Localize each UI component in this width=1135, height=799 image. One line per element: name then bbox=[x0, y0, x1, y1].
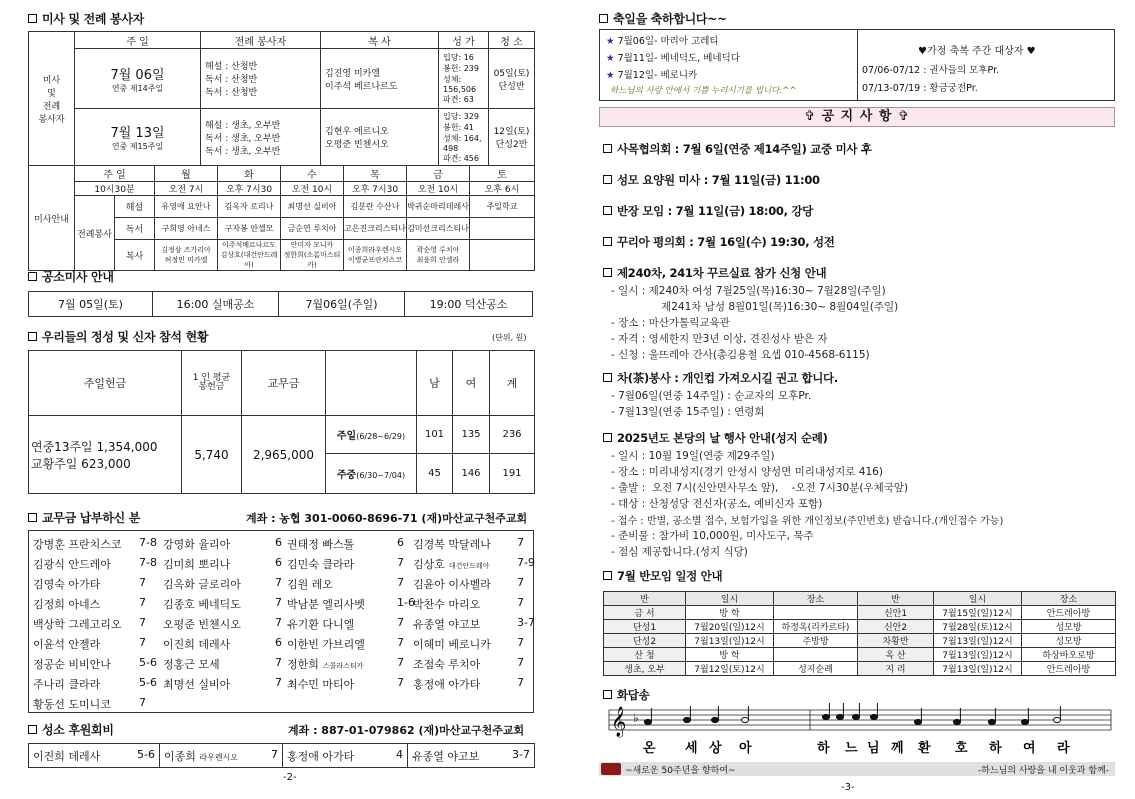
role-cell: 김정삼 즈가리아 허정민 미카엘 bbox=[155, 240, 218, 271]
meeting-cell: 안드레아방 bbox=[1022, 606, 1116, 620]
weekday-total: 191 bbox=[490, 454, 535, 494]
meeting-cell: 7월15일(일)12시 bbox=[934, 606, 1022, 620]
community-cell: 19:00 덕산공소 bbox=[405, 292, 533, 317]
donor-name: 이혜미 베로니카 bbox=[413, 638, 491, 651]
community-cell: 7월 05일(토) bbox=[29, 292, 153, 317]
donor-name: 김원 레오 bbox=[287, 578, 334, 591]
week-label: 미사안내 bbox=[29, 166, 75, 271]
col-header: 복 사 bbox=[321, 32, 439, 49]
role-cell bbox=[470, 218, 535, 240]
lyric-syllable: 아 bbox=[739, 741, 752, 756]
col-header: 교무금 bbox=[242, 351, 326, 416]
server-cell: 김진영 미카엘 이주석 베르나르도 bbox=[321, 49, 439, 109]
donor-name: 유종열 야고보 bbox=[413, 618, 481, 631]
vocation-account: 계좌 : 887-01-079862 (재)마산교구천주교회 bbox=[288, 724, 525, 737]
note-head bbox=[852, 714, 859, 719]
community-mass-title: 공소미사 안내 bbox=[28, 268, 114, 285]
col-header: 남 bbox=[417, 351, 453, 416]
role-cell: 안미자 모니카 정한희(소롬마스티카) bbox=[281, 240, 344, 271]
col-header: 주일헌금 bbox=[29, 351, 182, 416]
col-header: 반 bbox=[858, 592, 934, 606]
col-header: 반 bbox=[604, 592, 686, 606]
notice-item: 반장 모임 : 7월 11일(금) 18:00, 강당 bbox=[603, 203, 813, 219]
congrats-title: 축일을 축하합니다~~ bbox=[599, 10, 727, 27]
community-cell: 16:00 실매공소 bbox=[153, 292, 279, 317]
col-header: 일시 bbox=[686, 592, 774, 606]
col-header: 장소 bbox=[1022, 592, 1116, 606]
donor-row bbox=[29, 653, 533, 674]
server-cell: 김현우 에르니오 오평준 빈첸시오 bbox=[321, 109, 439, 166]
meeting-cell: 산 청 bbox=[604, 648, 686, 662]
meeting-cell bbox=[774, 606, 858, 620]
col-header: 여 bbox=[453, 351, 490, 416]
donor-name: 백상학 그레고리오 bbox=[33, 618, 122, 631]
meeting-cell: 7월13일(일)12시 bbox=[934, 648, 1022, 662]
note-head bbox=[683, 717, 690, 722]
left-page bbox=[0, 0, 556, 799]
star-icon: ★ bbox=[606, 53, 615, 64]
week-mass-table bbox=[28, 165, 535, 271]
meeting-cell: 단성2 bbox=[604, 634, 686, 648]
role-cell: 이주석베르나르도 김상호(대건안드레아) bbox=[218, 240, 281, 271]
role-cell: 구자봉 안셀모 bbox=[218, 218, 281, 240]
role-label: 복사 bbox=[115, 240, 155, 271]
note-head bbox=[870, 714, 877, 719]
treble-clef-icon: 𝄞 bbox=[611, 707, 627, 737]
meetings-table bbox=[603, 591, 1116, 676]
feast-item: ★ 7월11일- 베네딕도, 베네딕다 bbox=[606, 53, 740, 64]
donor-name: 박남분 엘리사벳 bbox=[287, 598, 365, 611]
role-cell: 구희영 아네스 bbox=[155, 218, 218, 240]
meeting-cell: 주방방 bbox=[774, 634, 858, 648]
role-cell: 김분란 수산나 bbox=[344, 196, 407, 218]
pilgrim-line: - 출발 : 오전 7시(신안면사무소 앞), -오전 7시30분(우체국앞) bbox=[611, 482, 909, 494]
donor-months: 7 bbox=[397, 576, 404, 589]
donor-name: 이윤석 안젤라 bbox=[33, 638, 101, 651]
donor-months: 7-8 bbox=[139, 556, 157, 569]
meeting-row bbox=[604, 606, 1116, 620]
meeting-cell: 7월20일(일)12시 bbox=[686, 620, 774, 634]
meeting-row bbox=[604, 634, 1116, 648]
mass-time: 오전 10시 bbox=[281, 182, 344, 196]
donor-months: 7 bbox=[517, 636, 524, 649]
meetings-title: 7월 반모임 일정 안내 bbox=[603, 568, 722, 584]
donor-months: 7-9 bbox=[517, 556, 535, 569]
pilgrim-line: - 준비물 : 참가비 10,000원, 미사도구, 묵주 bbox=[611, 530, 814, 542]
offering-average: 5,740 bbox=[182, 416, 242, 494]
donor-months: 7 bbox=[397, 656, 404, 669]
donor-name: 정홍근 모세 bbox=[163, 658, 220, 671]
role-cell bbox=[470, 240, 535, 271]
donor-name: 최수민 마티아 bbox=[287, 678, 355, 691]
donor-name: 김경복 막달레나 bbox=[413, 538, 491, 551]
donor-months: 3-7 bbox=[517, 616, 535, 629]
sunday-female: 135 bbox=[453, 416, 490, 454]
note-head bbox=[1021, 719, 1028, 724]
day-header: 금 bbox=[407, 166, 470, 182]
note-head bbox=[836, 714, 843, 719]
note-head bbox=[1053, 717, 1060, 722]
donor-months: 5-6 bbox=[139, 676, 157, 689]
donor-row bbox=[29, 613, 533, 634]
vocation-table bbox=[28, 743, 535, 768]
meetings-header-row bbox=[604, 592, 1116, 606]
meeting-cell: 신안1 bbox=[858, 606, 934, 620]
meeting-cell: 성모방 bbox=[1022, 620, 1116, 634]
donor-row bbox=[29, 673, 533, 694]
feast-list bbox=[600, 30, 858, 100]
mass-section-title: 미사 및 전례 봉사자 bbox=[28, 10, 144, 27]
day-header: 토 bbox=[470, 166, 535, 182]
donor-months: 7-8 bbox=[139, 536, 157, 549]
lyric-syllable: 께 bbox=[891, 741, 904, 756]
donor-months: 7 bbox=[397, 676, 404, 689]
donor-row bbox=[29, 593, 533, 614]
role-cell: 박귀순마리데레사 bbox=[407, 196, 470, 218]
tithe-account: 계좌 : 농협 301-0060-8696-71 (재)마산교구천주교회 bbox=[246, 512, 528, 525]
pilgrim-line: - 일시 : 10월 19일(연중 제29주일) bbox=[611, 450, 775, 462]
lyric-syllable: 라 bbox=[1057, 741, 1070, 756]
unit-note: (단위, 원) bbox=[492, 333, 527, 342]
donor-months: 7 bbox=[139, 636, 146, 649]
family-item: 07/06-07/12 : 권사들의 모후Pr. bbox=[862, 65, 1000, 76]
star-icon: ★ bbox=[606, 36, 615, 47]
note-head bbox=[953, 719, 960, 724]
role-cell: 최명선 실비아 bbox=[281, 196, 344, 218]
donor-row bbox=[29, 533, 533, 554]
notice-item: 성모 요양원 미사 : 7월 11일(금) 11:00 bbox=[603, 172, 820, 188]
pilgrim-line: - 접수 : 반별, 공소별 접수, 보험가입을 위한 개인정보(주민번호) 받습니다.(개인접수 가능) bbox=[611, 516, 1004, 527]
cursillo-line: - 자격 : 영세한지 만3년 이상, 견진성사 받은 자 bbox=[611, 333, 828, 345]
pilgrim-line: - 장소 : 미리내성지(경기 안성시 양성면 미리내성지로 416) bbox=[611, 466, 883, 478]
footer-right-text: -하느님의 사랑을 내 이웃과 함께- bbox=[978, 766, 1109, 776]
vocation-title: 성소 후원회비 bbox=[28, 721, 114, 738]
donor-months: 7 bbox=[275, 656, 282, 669]
donor-name: 이한빈 가브리엘 bbox=[287, 638, 365, 651]
role-cell: 곽순영 루치아 최윤희 안셀라 bbox=[407, 240, 470, 271]
day-header: 수 bbox=[281, 166, 344, 182]
donor-months: 7 bbox=[517, 596, 524, 609]
lyric-syllable: 온 bbox=[643, 741, 656, 756]
col-header: 주 일 bbox=[75, 32, 201, 49]
donor-name: 조점숙 루치아 bbox=[413, 658, 481, 671]
donor-name: 김옥화 글로리아 bbox=[163, 578, 241, 591]
clean-cell: 12일(토) 단성2반 bbox=[489, 109, 535, 166]
meeting-row bbox=[604, 648, 1116, 662]
family-item: 07/13-07/19 : 황금궁전Pr. bbox=[862, 83, 978, 94]
meeting-cell: 성지순례 bbox=[774, 662, 858, 676]
feast-item: ★ 7월06일- 마리아 고레티 bbox=[606, 36, 719, 47]
family-title: ♥가정 축복 주간 대상자 ♥ bbox=[918, 46, 1036, 57]
offering-table bbox=[28, 350, 535, 494]
mass-date-cell: 7월 13일 연중 제15주일 bbox=[75, 109, 201, 166]
pilgrim-line: - 점심 제공합니다.(성지 식당) bbox=[611, 546, 748, 558]
lyric-syllable: 느 bbox=[845, 741, 858, 756]
feast-item: ★ 7월12일- 베로니카 bbox=[606, 70, 698, 81]
footer-left-text: ~새로운 50주년을 향하여~ bbox=[625, 766, 736, 776]
donor-name: 홍정애 아가타 bbox=[413, 678, 481, 691]
donor-name: 정한희 스콜라스티카 bbox=[287, 658, 364, 671]
hymn-cell: 입당: 329 봉헌: 41 성체: 164, 498 파견: 456 bbox=[439, 109, 489, 166]
role-cell: 금순연 루치아 bbox=[281, 218, 344, 240]
donor-name: 김미희 뽀리나 bbox=[163, 558, 231, 571]
col-header: 장소 bbox=[774, 592, 858, 606]
donor-months: 7 bbox=[397, 636, 404, 649]
offering-amounts: 연중13주일 1,354,000 교황주일 623,000 bbox=[29, 416, 182, 494]
donor-months: 7 bbox=[139, 596, 146, 609]
donor-name: 정공순 비비안나 bbox=[33, 658, 111, 671]
meeting-cell: 7월12일(토)12시 bbox=[686, 662, 774, 676]
right-page bbox=[575, 0, 1135, 799]
donor-row bbox=[29, 693, 533, 714]
donor-months: 7 bbox=[139, 616, 146, 629]
community-mass-table bbox=[28, 291, 533, 317]
vocation-cell: 이진희 데레사 5-6 bbox=[29, 744, 160, 768]
page-number: -3- bbox=[841, 782, 855, 793]
lyric-syllable: 호 bbox=[955, 741, 968, 756]
flat-icon: ♭ bbox=[633, 711, 639, 725]
page-number: -2- bbox=[283, 772, 297, 783]
day-header: 주 일 bbox=[75, 166, 155, 182]
meeting-cell: 성모방 bbox=[1022, 634, 1116, 648]
col-header: 전례 봉사자 bbox=[201, 32, 321, 49]
donor-name: 권태정 빠스톨 bbox=[287, 538, 355, 551]
vocation-cell: 홍정애 아가타 4 bbox=[283, 744, 408, 768]
hymn-cell: 입당: 16 봉헌: 239 성체: 156,506 파견: 63 bbox=[439, 49, 489, 109]
lyric-syllable: 하 bbox=[989, 741, 1002, 756]
lyric-syllable: 환 bbox=[918, 741, 931, 756]
mass-time: 오후 7시30 bbox=[344, 182, 407, 196]
donor-months: 7 bbox=[517, 676, 524, 689]
donor-name: 이진희 데레사 bbox=[163, 638, 231, 651]
note-head bbox=[711, 717, 718, 722]
star-icon: ★ bbox=[606, 70, 615, 81]
donor-months: 6 bbox=[275, 536, 282, 549]
role-cell: 유영애 요안나 bbox=[155, 196, 218, 218]
vocation-cell: 이종희 라우렌시오 7 bbox=[160, 744, 283, 768]
sunday-label: 주일(6/28~6/29) bbox=[326, 416, 417, 454]
mass-date-cell: 7월 06일 연중 제14주일 bbox=[75, 49, 201, 109]
role-label: 독서 bbox=[115, 218, 155, 240]
donor-name: 주나리 클라라 bbox=[33, 678, 101, 691]
donor-months: 7 bbox=[139, 696, 146, 709]
tithe-donors-title: 교무금 납부하신 분 bbox=[28, 509, 140, 526]
donor-name: 황동선 도미니코 bbox=[33, 698, 111, 711]
tithe-donor-list bbox=[28, 530, 534, 713]
tea-title: 차(茶)봉사 : 개인컵 가져오시길 권고 합니다. bbox=[603, 370, 838, 386]
donor-name: 김민숙 클라라 bbox=[287, 558, 355, 571]
mass-time: 10시30분 bbox=[75, 182, 155, 196]
donor-months: 1-6 bbox=[397, 596, 415, 609]
donor-name: 김상호 대건안드레아 bbox=[413, 558, 490, 571]
day-header: 월 bbox=[155, 166, 218, 182]
sunday-total: 236 bbox=[490, 416, 535, 454]
meeting-cell: 하정옥(리카르타) bbox=[774, 620, 858, 634]
cursillo-line: - 장소 : 마산가톨릭교육관 bbox=[611, 317, 730, 329]
col-header: 계 bbox=[490, 351, 535, 416]
donor-name: 김광식 안드레아 bbox=[33, 558, 111, 571]
donor-row bbox=[29, 553, 533, 574]
footer-bar bbox=[599, 762, 1115, 776]
meeting-cell: 금 서 bbox=[604, 606, 686, 620]
role-cell: 이종희라우렌시오 이병균프란치스코 bbox=[344, 240, 407, 271]
offering-title: 우리들의 정성 및 신자 참석 현황 bbox=[28, 328, 208, 345]
donor-months: 7 bbox=[139, 576, 146, 589]
col-header bbox=[326, 351, 417, 416]
donor-name: 오평준 빈첸시오 bbox=[163, 618, 241, 631]
role-cell: 고은진크리스티나 bbox=[344, 218, 407, 240]
note-head bbox=[644, 719, 651, 724]
cursillo-line: - 일시 : 제240차 여성 7월25일(목)16:30~ 7월28일(주일) bbox=[611, 285, 886, 297]
mass-time: 오후 7시30 bbox=[218, 182, 281, 196]
meeting-cell: 7월13일(일)12시 bbox=[934, 634, 1022, 648]
note-head bbox=[741, 717, 748, 722]
tea-line: - 7월06일(연중 14주일) : 순교자의 모후Pr. bbox=[611, 390, 812, 402]
donor-months: 7 bbox=[275, 676, 282, 689]
meeting-cell: 옥 산 bbox=[858, 648, 934, 662]
donor-name: 김정희 아네스 bbox=[33, 598, 101, 611]
donor-months: 6 bbox=[397, 536, 404, 549]
tithe-total: 2,965,000 bbox=[242, 416, 326, 494]
mass-time: 오후 6시 bbox=[470, 182, 535, 196]
notice-item: 사목협의회 : 7월 6일(연중 제14주일) 교중 미사 후 bbox=[603, 141, 872, 157]
mass-table bbox=[28, 31, 535, 166]
donor-months: 6 bbox=[275, 556, 282, 569]
col-header: 성 가 bbox=[439, 32, 489, 49]
donor-months: 7 bbox=[275, 616, 282, 629]
hymn-title: 화답송 bbox=[603, 687, 649, 703]
donor-months: 7 bbox=[397, 616, 404, 629]
meeting-cell: 안드레아방 bbox=[1022, 662, 1116, 676]
donor-months: 7 bbox=[517, 536, 524, 549]
mass-side-label: 미사 및 전례 봉사자 bbox=[29, 32, 75, 166]
clean-cell: 05일(토) 단성반 bbox=[489, 49, 535, 109]
donor-row bbox=[29, 573, 533, 594]
donor-months: 7 bbox=[275, 576, 282, 589]
lyric-syllable: 상 bbox=[709, 741, 722, 756]
cursillo-line: 제241차 남성 8월01일(목)16:30~ 8월04일(주일) bbox=[611, 301, 899, 313]
mass-time: 오전 7시 bbox=[155, 182, 218, 196]
community-cell: 7월06일(주일) bbox=[279, 292, 405, 317]
mass-time: 오전 10시 bbox=[407, 182, 470, 196]
tea-line: - 7월13일(연중 15주일) : 연령회 bbox=[611, 406, 765, 418]
meeting-cell: 차황반 bbox=[858, 634, 934, 648]
pilgrim-title: 2025년도 본당의 날 행사 안내(성지 순례) bbox=[603, 430, 828, 446]
donor-name: 유기환 다니엘 bbox=[287, 618, 355, 631]
meeting-cell: 신안2 bbox=[858, 620, 934, 634]
donor-name: 김윤아 이사벨라 bbox=[413, 578, 491, 591]
day-header: 목 bbox=[344, 166, 407, 182]
donor-name: 박찬수 마리오 bbox=[413, 598, 481, 611]
weekday-female: 146 bbox=[453, 454, 490, 494]
donor-months: 7 bbox=[397, 556, 404, 569]
meeting-cell: 7월28일(토)12시 bbox=[934, 620, 1022, 634]
role-cell: 김미선크리스티나 bbox=[407, 218, 470, 240]
col-header: 일시 bbox=[934, 592, 1022, 606]
note-head bbox=[822, 714, 829, 719]
meeting-cell: 생초, 오부 bbox=[604, 662, 686, 676]
music-score bbox=[605, 700, 1115, 758]
meeting-cell: 하상바오로방 bbox=[1022, 648, 1116, 662]
meeting-cell: 방 학 bbox=[686, 606, 774, 620]
sunday-male: 101 bbox=[417, 416, 453, 454]
meeting-row bbox=[604, 620, 1116, 634]
meeting-cell: 7월13일(일)12시 bbox=[934, 662, 1022, 676]
donor-months: 6 bbox=[275, 636, 282, 649]
liturgy-group: 전례봉사 bbox=[75, 196, 115, 271]
vocation-cell: 유종열 야고보 3-7 bbox=[408, 744, 535, 768]
notice-item: 꾸리아 평의회 : 7월 16일(수) 19:30, 성전 bbox=[603, 234, 835, 250]
donor-name: 강영화 율리아 bbox=[163, 538, 231, 551]
lyric-syllable: 님 bbox=[867, 741, 880, 756]
role-label: 해설 bbox=[115, 196, 155, 218]
note-head bbox=[988, 719, 995, 724]
meeting-cell: 지 리 bbox=[858, 662, 934, 676]
donor-name: 강병훈 프란치스코 bbox=[33, 538, 122, 551]
liturgy-cell: 해설 : 산청반 독서 : 산청반 독서 : 산청반 bbox=[201, 49, 321, 109]
role-cell: 주일학교 bbox=[470, 196, 535, 218]
meeting-cell: 방 학 bbox=[686, 648, 774, 662]
donor-name: 김종호 베네딕도 bbox=[163, 598, 241, 611]
meeting-cell: 단성1 bbox=[604, 620, 686, 634]
meeting-cell bbox=[774, 648, 858, 662]
lyric-syllable: 세 bbox=[685, 741, 698, 756]
meeting-row bbox=[604, 662, 1116, 676]
lyric-syllable: 하 bbox=[817, 741, 830, 756]
donor-name: 김영숙 아가타 bbox=[33, 578, 101, 591]
pilgrim-line: - 대상 : 산청성당 전신자(공소, 예비신자 포함) bbox=[611, 498, 823, 510]
cursillo-line: - 신청 : 울뜨레아 간사(총김용철 요셉 010-4568-6115) bbox=[611, 349, 870, 361]
lyric-syllable: 여 bbox=[1023, 741, 1036, 756]
col-header: 1 인 평균 봉헌금 bbox=[182, 351, 242, 416]
logo-icon bbox=[601, 763, 621, 775]
congrats-box bbox=[599, 29, 1115, 101]
donor-row bbox=[29, 633, 533, 654]
col-header: 청 소 bbox=[489, 32, 535, 49]
donor-name: 최명선 실비아 bbox=[163, 678, 231, 691]
note-head bbox=[914, 719, 921, 724]
meeting-cell: 7월13일(일)12시 bbox=[686, 634, 774, 648]
role-cell: 김옥자 로리나 bbox=[218, 196, 281, 218]
blessing-text: 하느님의 사랑 안에서 기쁨 누리시기를 빕니다.^^ bbox=[610, 86, 797, 96]
donor-months: 7 bbox=[517, 656, 524, 669]
weekday-label: 주중(6/30~7/04) bbox=[326, 454, 417, 494]
donor-months: 7 bbox=[517, 576, 524, 589]
weekday-male: 45 bbox=[417, 454, 453, 494]
notice-item: 제240차, 241차 꾸르실료 참가 신청 안내 bbox=[603, 265, 826, 281]
donor-months: 5-6 bbox=[139, 656, 157, 669]
liturgy-cell: 해설 : 생초, 오부반 독서 : 생초, 오부반 독서 : 생초, 오부반 bbox=[201, 109, 321, 166]
notice-header: ✞ 공 지 사 항 ✞ bbox=[599, 107, 1115, 127]
day-header: 화 bbox=[218, 166, 281, 182]
donor-months: 7 bbox=[275, 596, 282, 609]
